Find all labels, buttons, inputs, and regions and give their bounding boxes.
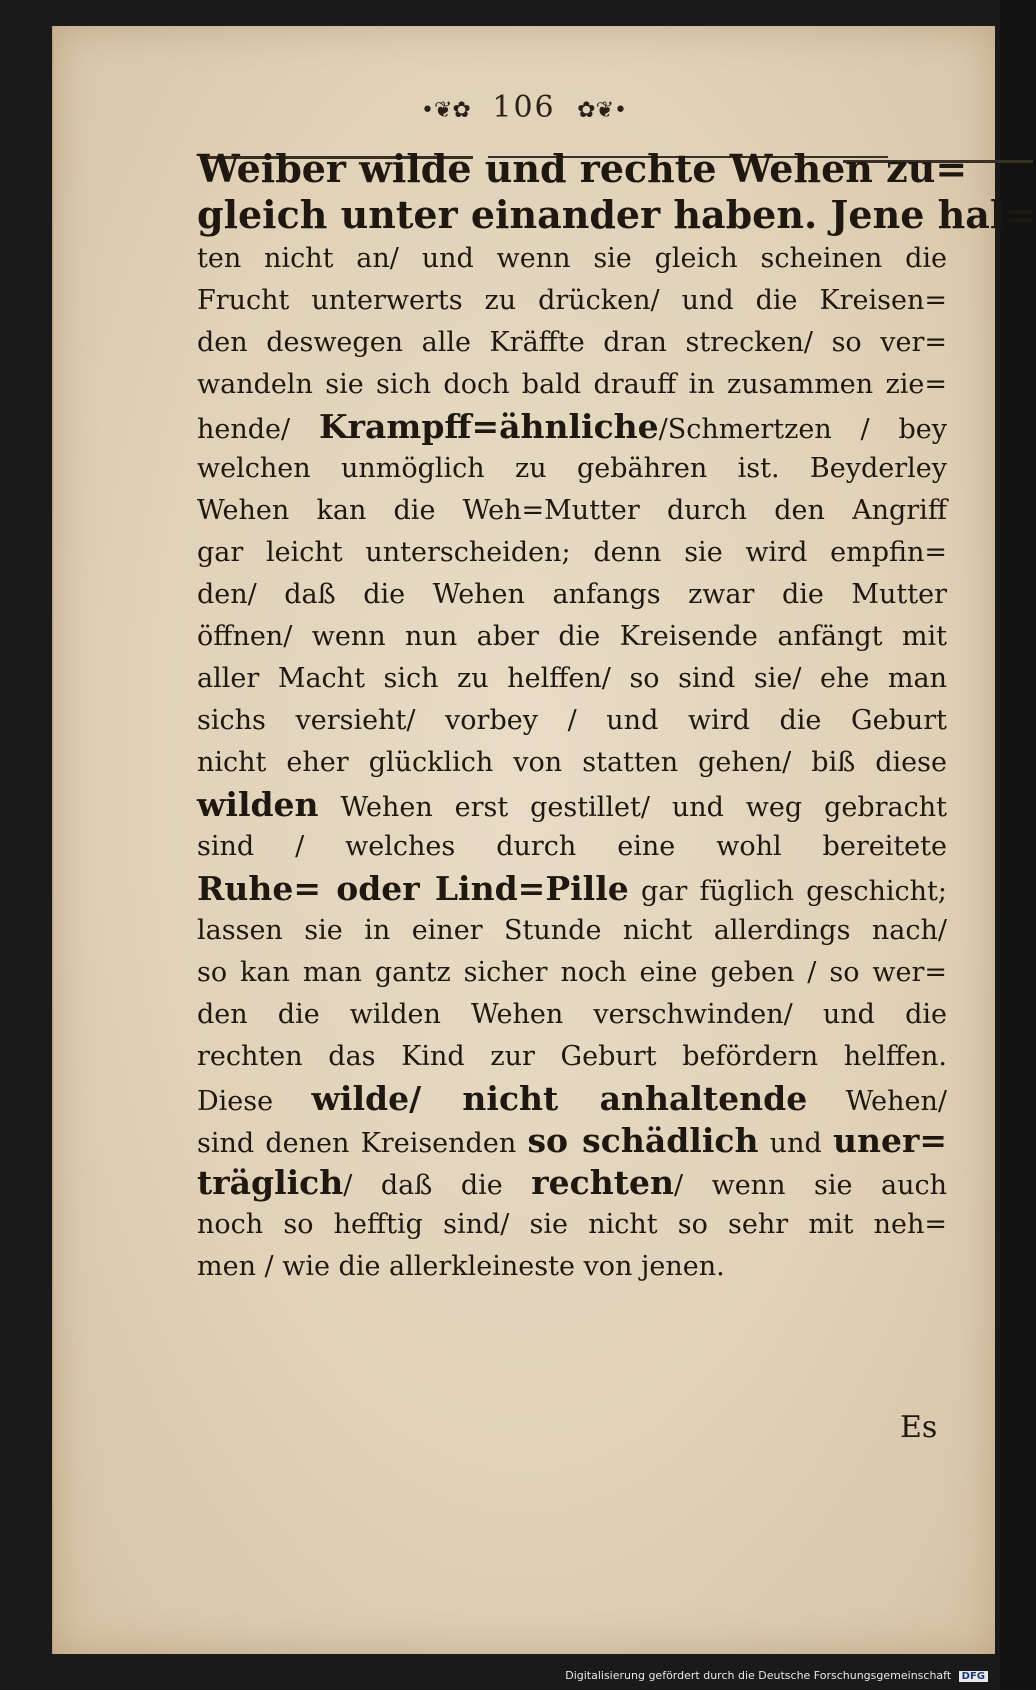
text-segment: /Schmertzen / bey	[658, 414, 948, 445]
text-segment: aller Macht sich zu helffen/ so sind sie/ ehe man	[197, 663, 947, 694]
text-segment: welchen unmöglich zu gebähren ist. Beyderley	[197, 453, 947, 484]
text-line	[197, 952, 947, 994]
text-segment: Weiber wilde und rechte Wehen zu=	[197, 146, 968, 191]
text-segment: den deswegen alle Kräffte dran strecken/ so ver=	[197, 327, 947, 358]
emphasized-text: rechten	[531, 1163, 674, 1202]
text-segment: sind / welches durch eine wohl bereitete	[197, 831, 947, 862]
dfg-logo: DFG	[959, 1671, 988, 1682]
text-segment: Diese	[197, 1086, 312, 1117]
text-line	[197, 1078, 947, 1120]
text-segment: gar füglich geschicht;	[628, 876, 947, 907]
text-line	[197, 322, 947, 364]
text-segment: noch so hefftig sind/ sie nicht so sehr mit neh=	[197, 1209, 947, 1240]
text-segment: Wehen/	[807, 1086, 947, 1117]
text-line	[197, 784, 947, 826]
text-segment: men / wie die allerkleineste von jenen.	[197, 1251, 725, 1282]
text-line	[197, 994, 947, 1036]
text-line	[197, 616, 947, 658]
header-ornament-right: ✿❦•	[577, 98, 628, 123]
text-line	[197, 658, 947, 700]
digitization-credit	[565, 1669, 988, 1682]
text-segment: den/ daß die Wehen anfangs zwar die Mutter	[197, 579, 947, 610]
text-line	[197, 238, 947, 280]
credit-text: Digitalisierung gefördert durch die Deutsche Forschungsgemeinschaft	[565, 1669, 952, 1682]
page-number: 106	[492, 90, 556, 125]
text-line	[197, 448, 947, 490]
text-line	[197, 532, 947, 574]
text-segment: Jene hal=	[817, 192, 1036, 237]
text-line	[197, 910, 947, 952]
page-header	[53, 90, 995, 125]
text-segment: / daß die	[343, 1170, 532, 1201]
text-line	[197, 280, 947, 322]
text-segment: öffnen/ wenn nun aber die Kreisende anfängt mit	[197, 621, 947, 652]
text-segment: sichs versieht/ vorbey / und wird die Geburt	[197, 705, 947, 736]
text-line	[197, 1162, 947, 1204]
text-segment: lassen sie in einer Stunde nicht allerdings nach/	[197, 915, 947, 946]
text-segment: gar leicht unterscheiden; denn sie wird empfin=	[197, 537, 947, 568]
text-segment: Wehen erst gestillet/ und weg gebracht	[318, 792, 947, 823]
text-line	[197, 1204, 947, 1246]
emphasized-text: Krampff=ähnliche	[318, 407, 659, 446]
text-segment: wandeln sie sich doch bald drauff in zusammen zie=	[197, 369, 947, 400]
text-segment: Frucht unterwerts zu drücken/ und die Kreisen=	[197, 285, 947, 316]
text-line	[197, 146, 968, 192]
text-line	[197, 364, 947, 406]
text-segment: ten nicht an/ und wenn sie gleich scheinen die	[197, 243, 947, 274]
text-line	[197, 826, 947, 868]
text-line	[197, 1246, 947, 1288]
text-line	[197, 742, 947, 784]
text-segment: den die wilden Wehen verschwinden/ und die	[197, 999, 947, 1030]
catchword: Es	[900, 1410, 938, 1445]
emphasized-text: wilden	[197, 785, 319, 824]
text-line	[197, 700, 947, 742]
emphasized-text: so schädlich	[527, 1121, 759, 1160]
text-segment: Wehen kan die Weh=Mutter durch den Angriff	[197, 495, 947, 526]
emphasized-text: träglich	[197, 1163, 344, 1202]
text-segment: / wenn sie auch	[673, 1170, 947, 1201]
text-line	[197, 490, 947, 532]
text-line	[197, 406, 947, 448]
emphasized-text: wilde/ nicht anhaltende	[311, 1079, 808, 1118]
body-text	[197, 146, 1036, 1288]
header-ornament-left: •❦✿	[420, 98, 471, 123]
text-line	[197, 192, 1036, 238]
emphasized-text: gleich unter einander haben.	[197, 192, 818, 237]
text-line	[197, 1120, 947, 1162]
text-segment: und	[758, 1128, 833, 1159]
emphasized-text: uner=	[832, 1121, 948, 1160]
text-line	[197, 1036, 947, 1078]
text-segment: nicht eher glücklich von statten gehen/ biß diese	[197, 747, 947, 778]
text-segment: so kan man gantz sicher noch eine geben / so wer=	[197, 957, 947, 988]
text-line	[197, 574, 947, 616]
text-segment: rechten das Kind zur Geburt befördern helffen.	[197, 1041, 947, 1072]
text-segment: sind denen Kreisenden	[197, 1128, 528, 1159]
text-segment: hende/	[197, 414, 319, 445]
text-line	[197, 868, 947, 910]
emphasized-text: Ruhe= oder Lind=Pille	[197, 869, 629, 908]
